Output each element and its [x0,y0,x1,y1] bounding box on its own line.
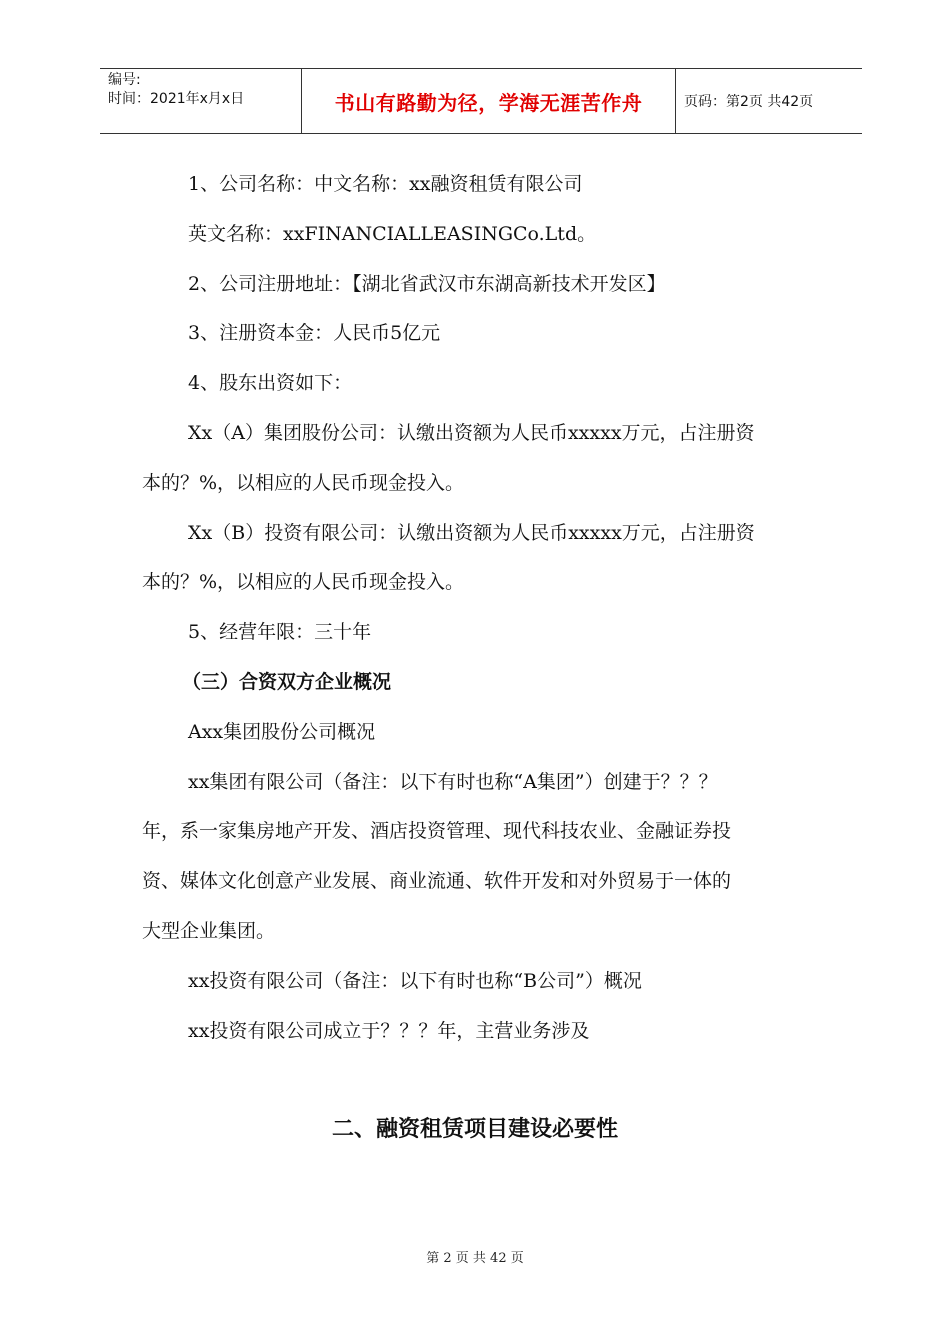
paragraph-company-name: 1、公司名称：中文名称：xx融资租赁有限公司 [188,173,583,195]
number-label: 编号: [108,72,141,88]
header-motto: 书山有路勤为径，学海无涯苦作舟 [302,69,676,133]
paragraph-a-group-line4: 大型企业集团。 [142,919,276,942]
paragraph-shareholders: 4、股东出资如下： [188,372,353,395]
paragraph-term: 5、经营年限：三十年 [188,621,372,644]
paragraph-a-overview: Axx集团股份公司概况 [188,720,376,743]
paragraph-shareholder-b-line2: 本的？%，以相应的人民币现金投入。 [142,571,465,594]
time-label: 时间：2021年x月x日 [108,91,245,107]
paragraph-a-group-line3: 资、媒体文化创意产业发展、商业流通、软件开发和对外贸易于一体的 [142,870,732,893]
page-header [100,68,862,134]
paragraph-shareholder-a-line1: Xx（A）集团股份公司：认缴出资额为人民币xxxxx万元，占注册资 [188,421,755,444]
document-body [142,160,848,1056]
header-page-info: 页码：第2页 共42页 [684,94,814,110]
subheading-partners: （三）合资双方企业概况 [182,670,392,693]
page-footer: 第 2 页 共 42 页 [426,1251,524,1266]
header-meta [100,69,302,133]
paragraph-a-group-line2: 年，系一家集房地产开发、酒店投资管理、现代科技农业、金融证券投 [142,820,732,843]
paragraph-b-overview: xx投资有限公司（备注：以下有时也称“B公司”）概况 [188,969,642,992]
paragraph-a-group-line1: xx集团有限公司（备注：以下有时也称“A集团”）创建于？？？ [188,770,718,793]
paragraph-b-founded: xx投资有限公司成立于？？？年，主营业务涉及 [188,1019,590,1042]
section-title: 二、融资租赁项目建设必要性 [331,1117,618,1142]
paragraph-shareholder-b-line1: Xx（B）投资有限公司：认缴出资额为人民币xxxxx万元，占注册资 [188,521,755,544]
paragraph-english-name: 英文名称：xxFINANCIALLEASINGCo.Ltd。 [188,222,597,245]
paragraph-shareholder-a-line2: 本的？%，以相应的人民币现金投入。 [142,471,465,494]
paragraph-capital: 3、注册资本金：人民币5亿元 [188,322,441,345]
paragraph-address: 2、公司注册地址：【湖北省武汉市东湖高新技术开发区】 [188,272,666,295]
